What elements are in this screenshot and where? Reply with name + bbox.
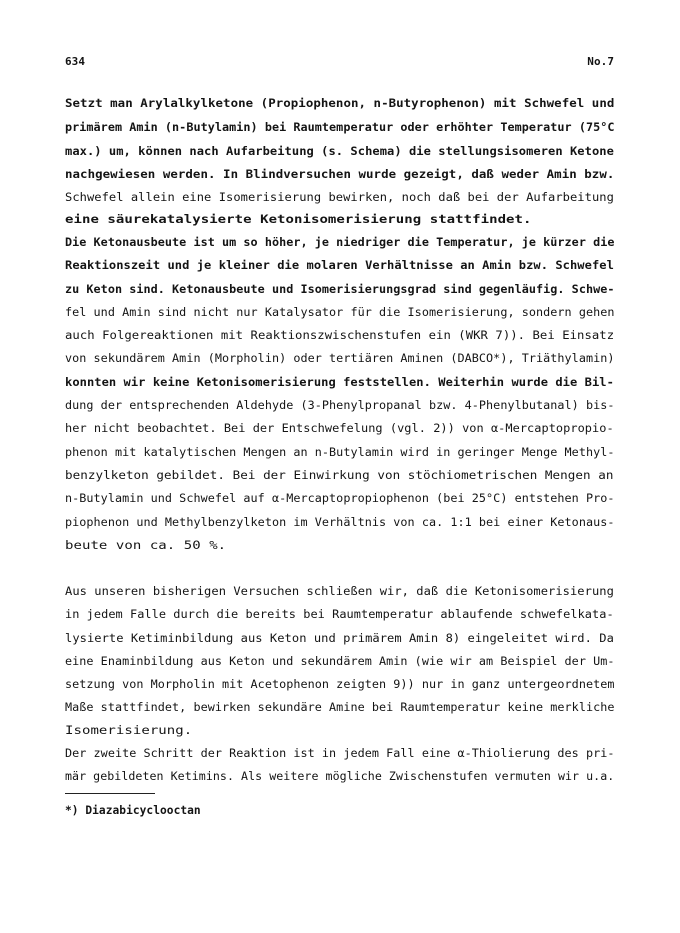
footnote-divider [65,793,155,794]
page-number: 634 [65,55,86,68]
text-line: phenon mit katalytischen Mengen an n-Butylamin wird in geringer Menge Methyl- [65,446,615,459]
text-line: auch Folgereaktionen mit Reaktionszwischenstufen ein (WKR 7)). Bei Einsatz [65,329,615,342]
text-line: Die Ketonausbeute ist um so höher, je niedriger die Temperatur, je kürzer die [65,236,615,249]
text-line: Schwefel allein eine Isomerisierung bewirken, noch daß bei der Aufarbeitung [65,191,614,204]
text-line: von sekundärem Amin (Morpholin) oder tertiären Aminen (DABCO*), Triäthylamin) [65,352,615,365]
text-line: Isomerisierung. [65,724,193,737]
text-line: dung der entsprechenden Aldehyde (3-Phenylpropanal bzw. 4-Phenylbutanal) bis- [65,399,615,412]
text-line: Setzt man Arylalkylketone (Propiophenon, n-Butyrophenon) mit Schwefel und [65,97,615,110]
text-line: n-Butylamin und Schwefel auf α-Mercaptopropiophenon (bei 25°C) entstehen Pro- [65,492,615,505]
text-line: beute von ca. 50 %. [65,539,227,552]
text-line: lysierte Ketiminbildung aus Keton und primärem Amin 8) eingeleitet wird. Da [65,632,614,645]
text-line: eine Enaminbildung aus Keton und sekundärem Amin (wie wir am Beispiel der Um- [65,655,615,668]
text-line: primärem Amin (n-Butylamin) bei Raumtemperatur oder erhöhter Temperatur (75°C [65,121,615,134]
text-line: setzung von Morpholin mit Acetophenon zeigten 9)) nur in ganz untergeordnetem [65,678,615,691]
journal-number: No.7 [587,55,614,68]
text-line: Reaktionszeit und je kleiner die molaren Verhältnisse an Amin bzw. Schwefel [65,259,614,272]
text-line: konnten wir keine Ketonisomerisierung feststellen. Weiterhin wurde die Bil- [65,376,614,389]
text-line: zu Keton sind. Ketonausbeute und Isomerisierungsgrad sind gegenläufig. Schwe- [65,283,615,296]
text-line: nachgewiesen werden. In Blindversuchen wurde gezeigt, daß weder Amin bzw. [65,168,615,181]
text-line: Der zweite Schritt der Reaktion ist in jedem Fall eine α-Thiolierung des pri- [65,747,615,760]
text-line: fel und Amin sind nicht nur Katalysator für die Isomerisierung, sondern gehen [65,306,615,319]
text-line: her nicht beobachtet. Bei der Entschwefelung (vgl. 2)) von α-Mercaptopropio- [65,422,614,435]
footnote: *) Diazabicyclooctan [65,804,201,817]
text-line: in jedem Falle durch die bereits bei Raumtemperatur ablaufende schwefelkata- [65,608,614,621]
text-line: eine säurekatalysierte Ketonisomerisierung stattfindet. [65,213,532,226]
text-line: max.) um, können nach Aufarbeitung (s. Schema) die stellungsisomeren Ketone [65,145,614,158]
text-line: Aus unseren bisherigen Versuchen schließen wir, daß die Ketonisomerisierung [65,585,614,598]
text-line: Maße stattfindet, bewirken sekundäre Amine bei Raumtemperatur keine merkliche [65,701,615,714]
text-line: piophenon und Methylbenzylketon im Verhältnis von ca. 1:1 bei einer Ketonaus- [65,516,615,529]
text-line: benzylketon gebildet. Bei der Einwirkung von stöchiometrischen Mengen an [65,469,614,482]
text-line: mär gebildeten Ketimins. Als weitere mögliche Zwischenstufen vermuten wir u.a. [65,770,615,783]
